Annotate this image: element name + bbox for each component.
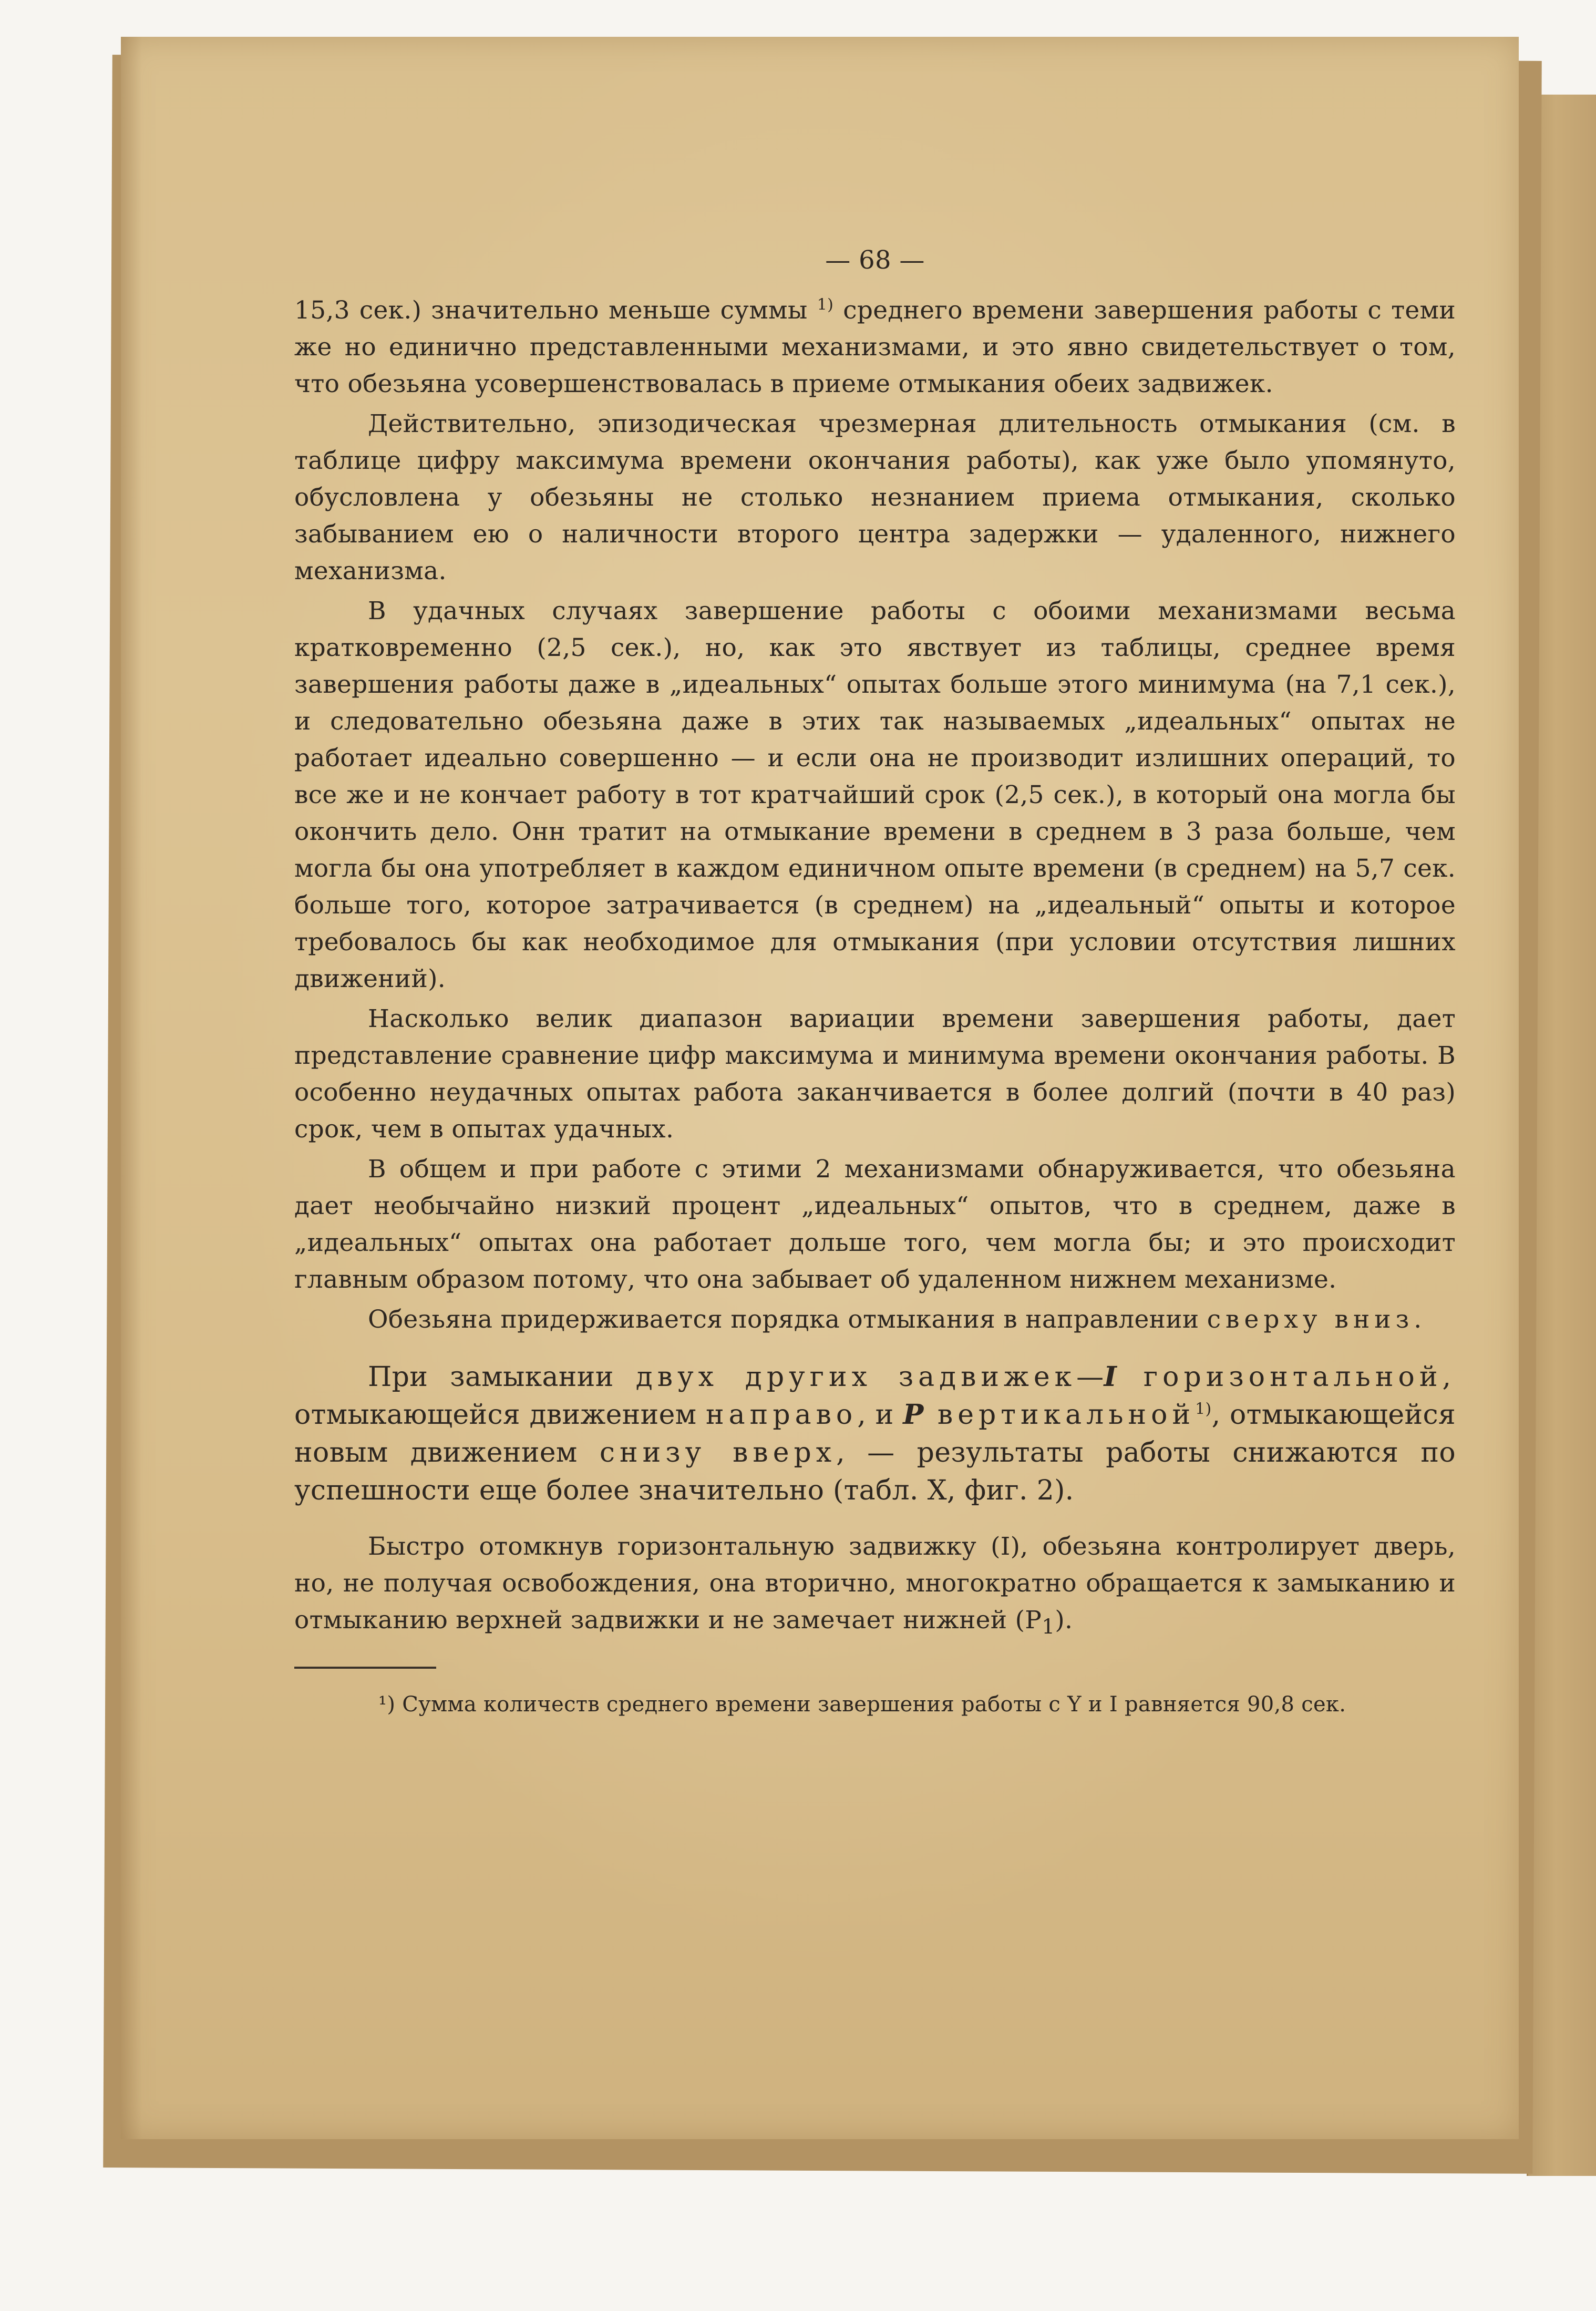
- footnote-text: Сумма количеств среднего времени завершения работы с Y и I равняется 90,8 сек.: [395, 1692, 1346, 1717]
- document-page: [121, 37, 1519, 2139]
- footnote: [294, 1690, 1456, 1719]
- paragraph-7-text: Быстро отомкнув горизонтальную задвижку (I), обезьяна контролирует дверь, но, не получая освобождения, она вторично, многократно обращается к замыканию и отмыканию верхней задвижки и не замечает нижней (P: [294, 1532, 1456, 1635]
- paragraph-6: [294, 1301, 1456, 1338]
- section-emph-e: снизу вверх: [599, 1437, 837, 1468]
- section-emph-c: направо: [706, 1399, 858, 1431]
- footnote-rule: [294, 1667, 436, 1669]
- section-emph-a: двух других задвижек: [635, 1361, 1077, 1393]
- section-emph-b: горизонтальной,: [1117, 1361, 1456, 1393]
- page-number: — 68 —: [825, 245, 925, 275]
- paragraph-5: В общем и при работе с этими 2 механизмами обнаруживается, что обезьяна дает необычайно низкий процент „идеальных“ опытов, что в среднем, даже в „идеальных“ опытах она работает дольше того, чем могла бы; и это происходит главным образом потому, что она забывает об удаленном нижнем механизме.: [294, 1155, 1456, 1294]
- paragraph-7-end: ).: [1055, 1606, 1073, 1635]
- footnote-ref: 1): [817, 295, 834, 314]
- paragraph-6-emphasis: сверху вниз.: [1207, 1305, 1427, 1334]
- section-emph-d: вертикальной: [923, 1399, 1196, 1431]
- section-symbol-i: I: [1104, 1361, 1117, 1393]
- page-edge-shading: [121, 37, 142, 2139]
- section-text-c: , и: [857, 1399, 903, 1431]
- paragraph-2: Действительно, эпизодическая чрезмерная длительность отмыкания (см. в таблице цифру максимума времени окончания работы), как уже было упомянуто, обусловлена у обезьяны не столько незнанием приема отмыкания, сколько забыванием ею о наличности второго центра задержки — удаленного, нижнего механизма.: [294, 409, 1456, 586]
- paragraph-1-start: 15,3 сек.) значительно меньше суммы: [294, 296, 808, 325]
- section-symbol-p: P: [903, 1399, 924, 1431]
- page-content: [294, 242, 1456, 1740]
- footnote-mark: ¹): [378, 1692, 396, 1717]
- paragraph-1-rest: среднего времени завершения работы с теми же но единично представленными механизмами, и это явно свидетельствует о том, что обезьяна усовершенствовалась в приеме отмыкания обеих задвижек.: [294, 296, 1456, 398]
- section-text-a: При замыкании: [368, 1361, 636, 1393]
- section-text-e: , — результаты работы снижаются по успешности еще более значительно (табл. X, фиг. 2).: [294, 1437, 1456, 1506]
- paragraph-1: [294, 292, 1456, 403]
- section-lead-paragraph: [294, 1358, 1456, 1509]
- paragraph-4: Насколько велик диапазон вариации времени завершения работы, дает представление сравнение цифр максимума и минимума времени окончания работы. В особенно неудачных опытах работа заканчивается в более долгий (почти в 40 раз) срок, чем в опытах удачных.: [294, 1004, 1456, 1144]
- section-text-b: отмыкающейся движением: [294, 1399, 706, 1431]
- paragraph-6-text: Обезьяна придерживается порядка отмыкания в направлении: [368, 1305, 1207, 1334]
- section-footnote-ref: 1): [1195, 1400, 1212, 1419]
- paragraph-7-subscript: 1: [1042, 1615, 1055, 1639]
- paragraph-3: В удачных случаях завершение работы с обоими механизмами весьма кратковременно (2,5 сек.), но, как это явствует из таблицы, среднее время завершения работы даже в „идеальных“ опытах больше этого минимума (на 7,1 сек.), и следовательно обезьяна даже в этих так называемых „идеальных“ опытах не работает идеально совершенно — и если она не производит излишних операций, то все же и не кончает работу в тот кратчайший срок (2,5 сек.), в который она могла бы окончить дело. Онн тратит на отмыкание времени в среднем в 3 раза больше, чем могла бы она употребляет в каждом единичном опыте времени (в среднем) на 5,7 сек. больше того, которое затрачивается (в среднем) на „идеальный“ опыты и которое требовалось бы как необходимое для отмыкания (при условии отсутствия лишних движений).: [294, 597, 1456, 993]
- paragraph-7: [294, 1528, 1456, 1646]
- section-dash: —: [1076, 1361, 1104, 1393]
- section-text-d: , отмыкающейся новым движением: [294, 1399, 1456, 1468]
